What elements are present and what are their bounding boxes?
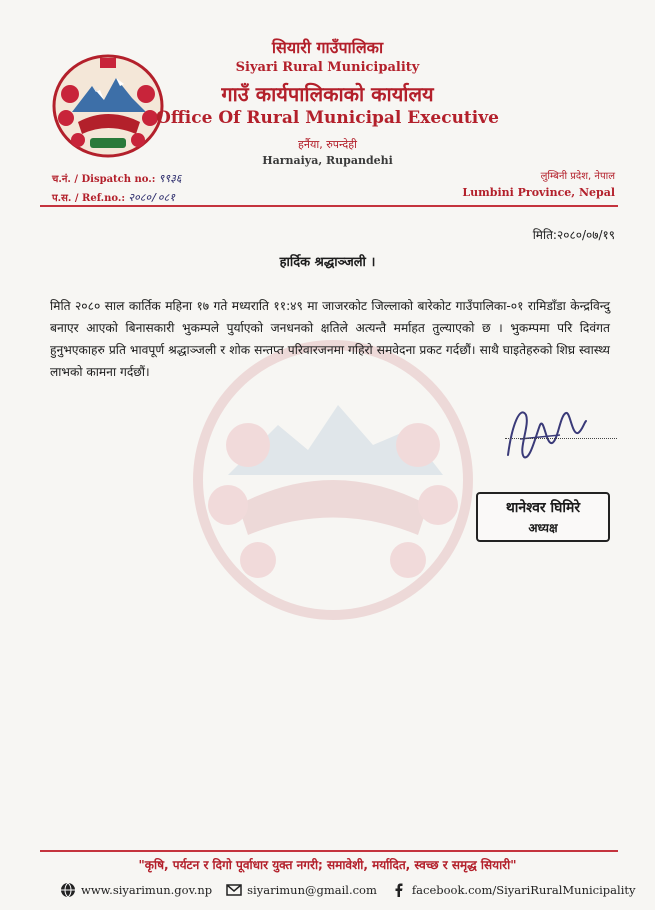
- ref-label: प.स. / Ref.no.:: [52, 193, 126, 204]
- facebook-link[interactable]: facebook.com/SiyariRuralMunicipality: [411, 883, 636, 897]
- email-contact[interactable]: [226, 882, 377, 898]
- letter-body: मिति २०८० साल कार्तिक महिना १७ गते मध्यराति ११:४९ मा जाजरकोट जिल्लाको बारेकोट गाउँपालिका-०१ रामिडाँडा केन्द्रविन्दु बनाएर आएको बिनासकारी भुकम्पले पुर्याएको जनधनको क्षतिले अत्यन्तै मर्माहत तुल्याएको छ । भुकम्पमा परि दिवंगत हुनुभएकाहरु प्रति भावपूर्ण श्रद्धाञ्जली र शोक सन्तप्त परिवारजनमा गहिरो समवेदना प्रकट गर्दछौं। साथै घाइतेहरुको शिघ्र स्वास्थ्य लाभको कामना गर्दछौं।: [50, 299, 610, 379]
- email-icon: [226, 882, 242, 898]
- globe-icon: [60, 882, 76, 898]
- dispatch-label: च.नं. / Dispatch no.:: [52, 174, 156, 185]
- dispatch-number: [52, 171, 182, 186]
- facebook-contact[interactable]: [391, 882, 636, 898]
- website-link[interactable]: www.siyarimun.gov.np: [81, 883, 213, 897]
- footer-contacts: [60, 880, 649, 900]
- website-contact[interactable]: [60, 882, 212, 898]
- province-english: Lumbini Province, Nepal: [462, 186, 615, 199]
- header-divider: [40, 205, 618, 207]
- facebook-icon: [391, 882, 407, 898]
- office-name-nepali: गाउँ कार्यपालिकाको कार्यालय: [221, 82, 434, 106]
- province-nepali: लुम्बिनी प्रदेश, नेपाल: [540, 171, 615, 182]
- signature-icon: [500, 395, 590, 475]
- email-link[interactable]: siyarimun@gmail.com: [247, 883, 377, 897]
- signatory-stamp: [476, 492, 610, 542]
- address-nepali: हर्नैया, रुपन्देही: [298, 138, 357, 151]
- ref-value: २०८०/०८१: [128, 191, 175, 204]
- address-english: Harnaiya, Rupandehi: [262, 154, 393, 167]
- letter-title: हार्दिक श्रद्धाञ्जली ।: [279, 255, 376, 270]
- municipality-name-english: Siyari Rural Municipality: [235, 60, 420, 75]
- signatory-name: थानेश्वर घिमिरे: [505, 500, 581, 516]
- dispatch-value: ९९३६: [158, 172, 182, 185]
- signature-line: [505, 438, 617, 439]
- letter-date: मिति:२०८०/०७/१९: [532, 228, 615, 242]
- footer-divider: [40, 850, 618, 852]
- footer-slogan: "कृषि, पर्यटन र दिगो पूर्वाधार युक्त नगरी; समावेशी, मर्यादित, स्वच्छ र समृद्ध सियारी": [138, 858, 517, 872]
- office-name-english: Office Of Rural Municipal Executive: [156, 108, 499, 128]
- reference-number: [52, 190, 175, 205]
- signatory-title: अध्यक्ष: [528, 521, 558, 535]
- municipality-name-nepali: सियारी गाउँपालिका: [271, 38, 384, 57]
